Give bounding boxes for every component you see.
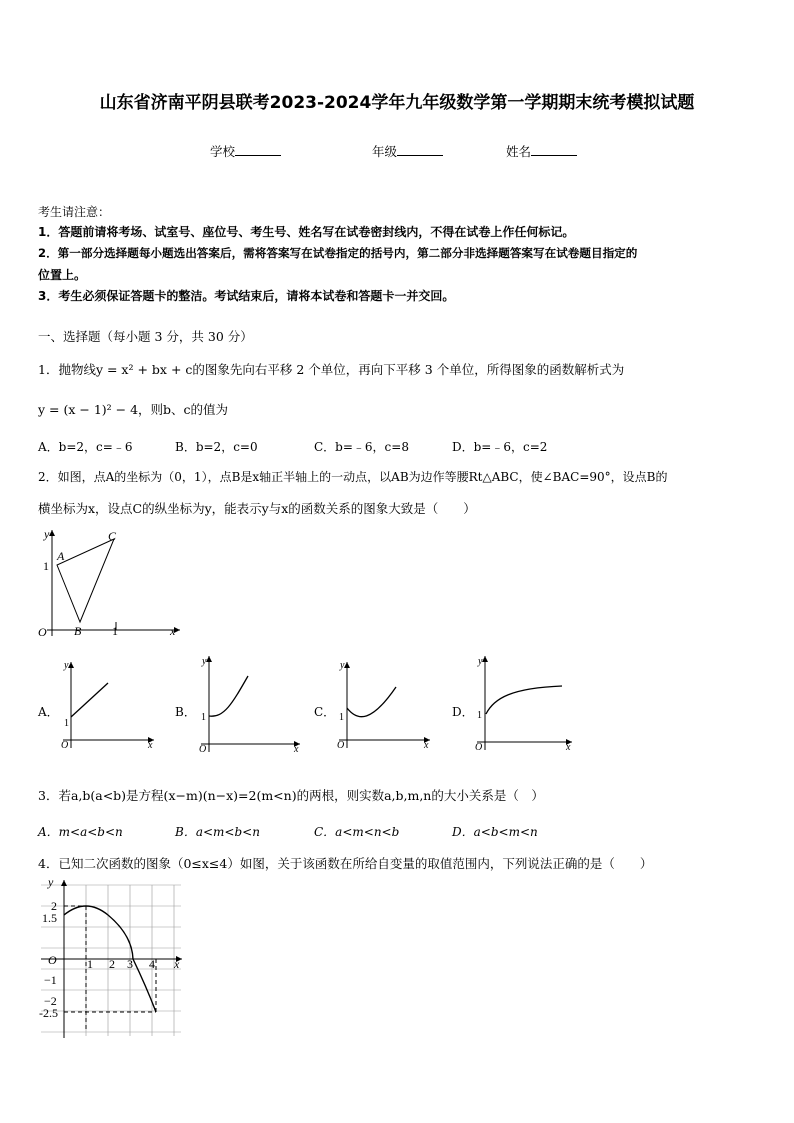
x-label: x bbox=[174, 957, 180, 971]
q3-option-a[interactable]: A．m<a<b<n bbox=[38, 825, 123, 839]
notice-item-2: 2．第一部分选择题每小题选出答案后，需将答案写在试卷指定的括号内，第二部分非选择题答案写在试卷题目指定的 bbox=[38, 246, 638, 260]
x-tick-4: 4 bbox=[149, 957, 155, 971]
y-label: y bbox=[64, 660, 69, 671]
function-curve bbox=[71, 683, 108, 717]
q1-option-b[interactable]: B．b=2，c=0 bbox=[175, 440, 258, 454]
q2-option-a[interactable]: A． bbox=[38, 705, 59, 719]
x-tick-3: 3 bbox=[127, 957, 133, 971]
school-field[interactable] bbox=[210, 142, 281, 160]
q3-stem: 3．若a,b(a<b)是方程(x−m)(n−x)=2(m<n)的两根，则实数a,b,m,n的大小关系是（ ） bbox=[38, 788, 544, 803]
y-one-label: 1 bbox=[43, 559, 49, 573]
y-axis-arrow bbox=[206, 656, 212, 662]
y-axis-arrow bbox=[68, 662, 74, 668]
function-curve bbox=[347, 687, 396, 717]
x-label: x bbox=[170, 624, 176, 638]
section-heading: 一、选择题（每小题 3 分，共 30 分） bbox=[38, 329, 253, 344]
q2-stem-cont: 横坐标为x，设点C的纵坐标为y，能表示y与x的函数关系的图象大致是（ ） bbox=[38, 501, 476, 516]
y-one-label: 1 bbox=[64, 718, 69, 729]
x-label: x bbox=[294, 744, 299, 755]
y-one-label: 1 bbox=[477, 710, 482, 721]
q3-option-b[interactable]: B．a<m<b<n bbox=[175, 825, 260, 839]
y-tick-minus-2: −2 bbox=[44, 994, 57, 1008]
y-tick-1-5: 1.5 bbox=[42, 911, 57, 925]
q2-option-d[interactable]: D． bbox=[452, 705, 474, 719]
q2-option-d-graph[interactable] bbox=[472, 652, 576, 756]
x-label: x bbox=[424, 740, 429, 751]
x-label: x bbox=[566, 742, 571, 753]
origin-label: O bbox=[475, 742, 483, 753]
y-axis-arrow bbox=[49, 530, 55, 536]
q1-option-c[interactable]: C．b=﹣6，c=8 bbox=[314, 440, 409, 454]
y-label: y bbox=[340, 660, 345, 671]
y-label: y bbox=[478, 656, 483, 667]
y-axis-arrow bbox=[61, 880, 67, 886]
page-title: 山东省济南平阴县联考2023-2024学年九年级数学第一学期期末统考模拟试题 bbox=[99, 93, 695, 113]
q1-option-d[interactable]: D．b=﹣6，c=2 bbox=[452, 440, 548, 454]
point-c-label: C bbox=[108, 529, 117, 543]
origin-label: O bbox=[337, 740, 345, 751]
x-one-label: 1 bbox=[112, 624, 118, 638]
x-tick-2: 2 bbox=[109, 957, 115, 971]
triangle-abc bbox=[57, 539, 114, 622]
y-axis-arrow bbox=[482, 656, 488, 662]
function-curve bbox=[486, 686, 562, 714]
x-tick-1: 1 bbox=[87, 957, 93, 971]
x-label: x bbox=[148, 740, 153, 751]
q3-option-c[interactable]: C．a<m<n<b bbox=[314, 825, 400, 839]
y-tick-minus-1: −1 bbox=[44, 973, 57, 987]
point-b-label: B bbox=[74, 624, 82, 638]
q3-option-d[interactable]: D．a<b<m<n bbox=[452, 825, 538, 839]
q1-stem: 1．抛物线y = x² + bx + c的图象先向右平移 2 个单位，再向下平移 3 个单位，所得图象的函数解析式为 bbox=[38, 362, 625, 377]
grade-field[interactable] bbox=[372, 142, 443, 160]
q1-option-a[interactable]: A．b=2，c=﹣6 bbox=[38, 440, 133, 454]
origin-label: O bbox=[61, 740, 69, 751]
notice-item-2-cont: 位置上。 bbox=[38, 268, 87, 282]
q2-option-b-graph[interactable] bbox=[196, 652, 306, 756]
y-tick-minus-2-5: -2.5 bbox=[39, 1006, 58, 1020]
q2-option-a-graph[interactable] bbox=[58, 656, 158, 756]
notice-heading: 考生请注意： bbox=[38, 205, 111, 219]
origin-label: O bbox=[38, 625, 47, 639]
q2-figure bbox=[30, 522, 190, 642]
y-one-label: 1 bbox=[201, 712, 206, 723]
q2-option-c-graph[interactable] bbox=[334, 656, 434, 756]
y-tick-2: 2 bbox=[51, 899, 57, 913]
q4-figure bbox=[36, 876, 186, 1040]
grade-label: 年级 bbox=[372, 144, 398, 159]
name-label: 姓名 bbox=[506, 144, 532, 159]
y-label: y bbox=[202, 656, 207, 667]
notice-item-1: 1．答题前请将考场、试室号、座位号、考生号、姓名写在试卷密封线内，不得在试卷上作任何标记。 bbox=[38, 225, 575, 239]
y-label: y bbox=[48, 876, 54, 889]
notice-item-3: 3．考生必须保证答题卡的整洁。考试结束后，请将本试卷和答题卡一并交回。 bbox=[38, 289, 455, 303]
origin-label: O bbox=[199, 744, 207, 755]
y-axis-arrow bbox=[344, 662, 350, 668]
q4-stem: 4．已知二次函数的图象（0≤x≤4）如图，关于该函数在所给自变量的取值范围内，下列说法正确的是（ ） bbox=[38, 856, 653, 871]
y-one-label: 1 bbox=[339, 712, 344, 723]
y-label: y bbox=[44, 527, 50, 541]
q2-option-c[interactable]: C． bbox=[314, 705, 336, 719]
q2-option-b[interactable]: B． bbox=[175, 705, 196, 719]
q2-stem: 2．如图，点A的坐标为（0，1），点B是x轴正半轴上的一动点，以AB为边作等腰Rt△ABC，使∠BAC=90°，设点B的 bbox=[38, 470, 668, 484]
function-curve bbox=[209, 676, 248, 716]
name-field[interactable] bbox=[506, 142, 577, 160]
q1-stem-cont: y = (x − 1)² − 4，则b、c的值为 bbox=[38, 402, 229, 417]
origin-label: O bbox=[48, 953, 57, 967]
point-a-label: A bbox=[57, 549, 65, 563]
school-label: 学校 bbox=[210, 144, 236, 159]
